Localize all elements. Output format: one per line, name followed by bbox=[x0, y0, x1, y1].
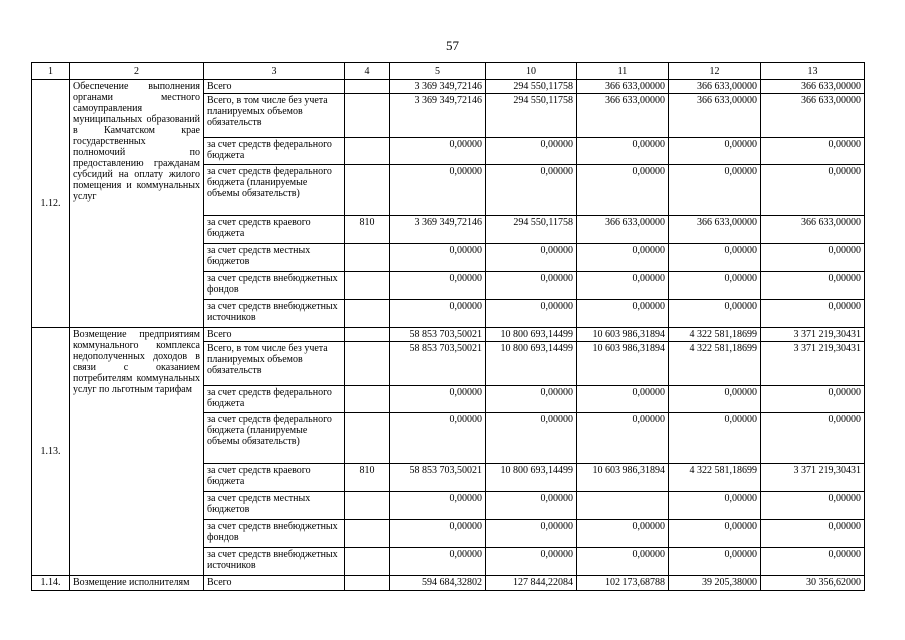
value-col-12: 0,00000 bbox=[669, 165, 761, 216]
column-header: 2 bbox=[70, 63, 204, 80]
budget-code bbox=[345, 94, 390, 138]
value-col-13: 30 356,62000 bbox=[761, 576, 865, 591]
value-col-10: 0,00000 bbox=[486, 548, 577, 576]
value-col-13: 366 633,00000 bbox=[761, 216, 865, 244]
value-col-5: 0,00000 bbox=[390, 138, 486, 165]
budget-code bbox=[345, 576, 390, 591]
header-row bbox=[32, 63, 865, 80]
value-col-12: 4 322 581,18699 bbox=[669, 342, 761, 386]
table-row bbox=[32, 328, 865, 342]
value-col-10: 127 844,22084 bbox=[486, 576, 577, 591]
budget-code bbox=[345, 165, 390, 216]
value-col-5: 0,00000 bbox=[390, 413, 486, 464]
value-col-11: 366 633,00000 bbox=[577, 216, 669, 244]
value-col-11: 0,00000 bbox=[577, 165, 669, 216]
value-col-10: 10 800 693,14499 bbox=[486, 342, 577, 386]
budget-code bbox=[345, 520, 390, 548]
funding-source: за счет средств краевого бюджета bbox=[204, 216, 345, 244]
column-header: 11 bbox=[577, 63, 669, 80]
budget-code bbox=[345, 492, 390, 520]
funding-source: за счет средств федерального бюджета (планируемые объемы обязательств) bbox=[204, 165, 345, 216]
item-description: Обеспечение выполнения органами местного самоуправления муниципальных образований в Камчатском крае государственных полномочий по предоставлению гражданам субсидий на оплату жилого помещения и коммунальных услуг bbox=[70, 80, 204, 328]
value-col-12: 0,00000 bbox=[669, 300, 761, 328]
value-col-11: 10 603 986,31894 bbox=[577, 342, 669, 386]
value-col-11: 0,00000 bbox=[577, 386, 669, 413]
budget-code bbox=[345, 342, 390, 386]
value-col-13: 0,00000 bbox=[761, 300, 865, 328]
funding-source: за счет средств внебюджетных фондов bbox=[204, 272, 345, 300]
column-header: 12 bbox=[669, 63, 761, 80]
funding-source: Всего, в том числе без учета планируемых объемов обязательств bbox=[204, 94, 345, 138]
budget-code bbox=[345, 244, 390, 272]
value-col-10: 10 800 693,14499 bbox=[486, 328, 577, 342]
value-col-12: 366 633,00000 bbox=[669, 80, 761, 94]
value-col-12: 39 205,38000 bbox=[669, 576, 761, 591]
value-col-13: 366 633,00000 bbox=[761, 94, 865, 138]
funding-source: Всего, в том числе без учета планируемых объемов обязательств bbox=[204, 342, 345, 386]
value-col-11: 0,00000 bbox=[577, 548, 669, 576]
value-col-13: 0,00000 bbox=[761, 413, 865, 464]
item-number: 1.12. bbox=[32, 80, 70, 328]
value-col-12: 0,00000 bbox=[669, 548, 761, 576]
value-col-11: 0,00000 bbox=[577, 520, 669, 548]
value-col-13: 0,00000 bbox=[761, 520, 865, 548]
value-col-5: 0,00000 bbox=[390, 272, 486, 300]
value-col-10: 0,00000 bbox=[486, 272, 577, 300]
value-col-5: 58 853 703,50021 bbox=[390, 464, 486, 492]
value-col-10: 0,00000 bbox=[486, 244, 577, 272]
value-col-5: 0,00000 bbox=[390, 548, 486, 576]
value-col-13: 366 633,00000 bbox=[761, 80, 865, 94]
funding-source: за счет средств федерального бюджета (планируемые объемы обязательств) bbox=[204, 413, 345, 464]
value-col-13: 0,00000 bbox=[761, 165, 865, 216]
value-col-13: 3 371 219,30431 bbox=[761, 328, 865, 342]
funding-source: Всего bbox=[204, 328, 345, 342]
value-col-11: 366 633,00000 bbox=[577, 80, 669, 94]
value-col-11: 10 603 986,31894 bbox=[577, 328, 669, 342]
table-row bbox=[32, 80, 865, 94]
value-col-5: 3 369 349,72146 bbox=[390, 216, 486, 244]
value-col-12: 0,00000 bbox=[669, 272, 761, 300]
funding-source: за счет средств федерального бюджета bbox=[204, 138, 345, 165]
budget-table bbox=[31, 62, 865, 591]
value-col-5: 58 853 703,50021 bbox=[390, 342, 486, 386]
value-col-13: 0,00000 bbox=[761, 138, 865, 165]
value-col-11: 102 173,68788 bbox=[577, 576, 669, 591]
value-col-11: 0,00000 bbox=[577, 413, 669, 464]
value-col-5: 0,00000 bbox=[390, 386, 486, 413]
value-col-11: 0,00000 bbox=[577, 300, 669, 328]
value-col-12: 366 633,00000 bbox=[669, 216, 761, 244]
value-col-5: 3 369 349,72146 bbox=[390, 94, 486, 138]
value-col-5: 0,00000 bbox=[390, 244, 486, 272]
table-body bbox=[32, 63, 865, 591]
budget-code bbox=[345, 138, 390, 165]
value-col-5: 0,00000 bbox=[390, 492, 486, 520]
column-header: 1 bbox=[32, 63, 70, 80]
value-col-13: 0,00000 bbox=[761, 244, 865, 272]
value-col-5: 0,00000 bbox=[390, 520, 486, 548]
value-col-10: 0,00000 bbox=[486, 520, 577, 548]
value-col-10: 0,00000 bbox=[486, 300, 577, 328]
value-col-10: 294 550,11758 bbox=[486, 216, 577, 244]
value-col-12: 366 633,00000 bbox=[669, 94, 761, 138]
value-col-12: 0,00000 bbox=[669, 520, 761, 548]
value-col-13: 0,00000 bbox=[761, 386, 865, 413]
budget-code bbox=[345, 272, 390, 300]
column-header: 5 bbox=[390, 63, 486, 80]
value-col-12: 4 322 581,18699 bbox=[669, 464, 761, 492]
funding-source: за счет средств внебюджетных источников bbox=[204, 300, 345, 328]
budget-code bbox=[345, 300, 390, 328]
value-col-13: 0,00000 bbox=[761, 548, 865, 576]
value-col-13: 0,00000 bbox=[761, 272, 865, 300]
item-description: Возмещение предприятиям коммунального комплекса недополученных доходов в связи с оказанием потребителям коммунальных услуг по льготным тарифам bbox=[70, 328, 204, 576]
value-col-11 bbox=[577, 492, 669, 520]
value-col-10: 0,00000 bbox=[486, 413, 577, 464]
budget-code bbox=[345, 80, 390, 94]
value-col-12: 0,00000 bbox=[669, 413, 761, 464]
value-col-10: 10 800 693,14499 bbox=[486, 464, 577, 492]
value-col-12: 4 322 581,18699 bbox=[669, 328, 761, 342]
funding-source: за счет средств местных бюджетов bbox=[204, 244, 345, 272]
value-col-12: 0,00000 bbox=[669, 492, 761, 520]
value-col-12: 0,00000 bbox=[669, 138, 761, 165]
column-header: 3 bbox=[204, 63, 345, 80]
funding-source: Всего bbox=[204, 576, 345, 591]
budget-code bbox=[345, 328, 390, 342]
item-number: 1.14. bbox=[32, 576, 70, 591]
column-header: 13 bbox=[761, 63, 865, 80]
value-col-12: 0,00000 bbox=[669, 244, 761, 272]
value-col-10: 0,00000 bbox=[486, 165, 577, 216]
value-col-10: 0,00000 bbox=[486, 386, 577, 413]
value-col-5: 0,00000 bbox=[390, 300, 486, 328]
budget-code bbox=[345, 413, 390, 464]
funding-source: за счет средств внебюджетных источников bbox=[204, 548, 345, 576]
item-number: 1.13. bbox=[32, 328, 70, 576]
value-col-11: 0,00000 bbox=[577, 272, 669, 300]
value-col-10: 294 550,11758 bbox=[486, 94, 577, 138]
funding-source: за счет средств федерального бюджета bbox=[204, 386, 345, 413]
value-col-11: 0,00000 bbox=[577, 138, 669, 165]
value-col-5: 3 369 349,72146 bbox=[390, 80, 486, 94]
page-number: 57 bbox=[446, 38, 459, 53]
value-col-11: 0,00000 bbox=[577, 244, 669, 272]
funding-source: за счет средств внебюджетных фондов bbox=[204, 520, 345, 548]
value-col-10: 0,00000 bbox=[486, 138, 577, 165]
budget-code: 810 bbox=[345, 464, 390, 492]
value-col-5: 0,00000 bbox=[390, 165, 486, 216]
item-description: Возмещение исполнителям bbox=[70, 576, 204, 591]
value-col-5: 594 684,32802 bbox=[390, 576, 486, 591]
budget-code bbox=[345, 548, 390, 576]
funding-source: за счет средств местных бюджетов bbox=[204, 492, 345, 520]
budget-code: 810 bbox=[345, 216, 390, 244]
value-col-13: 3 371 219,30431 bbox=[761, 342, 865, 386]
value-col-12: 0,00000 bbox=[669, 386, 761, 413]
funding-source: Всего bbox=[204, 80, 345, 94]
value-col-10: 0,00000 bbox=[486, 492, 577, 520]
funding-source: за счет средств краевого бюджета bbox=[204, 464, 345, 492]
value-col-10: 294 550,11758 bbox=[486, 80, 577, 94]
column-header: 10 bbox=[486, 63, 577, 80]
table-row bbox=[32, 576, 865, 591]
value-col-5: 58 853 703,50021 bbox=[390, 328, 486, 342]
budget-code bbox=[345, 386, 390, 413]
value-col-13: 0,00000 bbox=[761, 492, 865, 520]
value-col-11: 366 633,00000 bbox=[577, 94, 669, 138]
column-header: 4 bbox=[345, 63, 390, 80]
value-col-13: 3 371 219,30431 bbox=[761, 464, 865, 492]
value-col-11: 10 603 986,31894 bbox=[577, 464, 669, 492]
